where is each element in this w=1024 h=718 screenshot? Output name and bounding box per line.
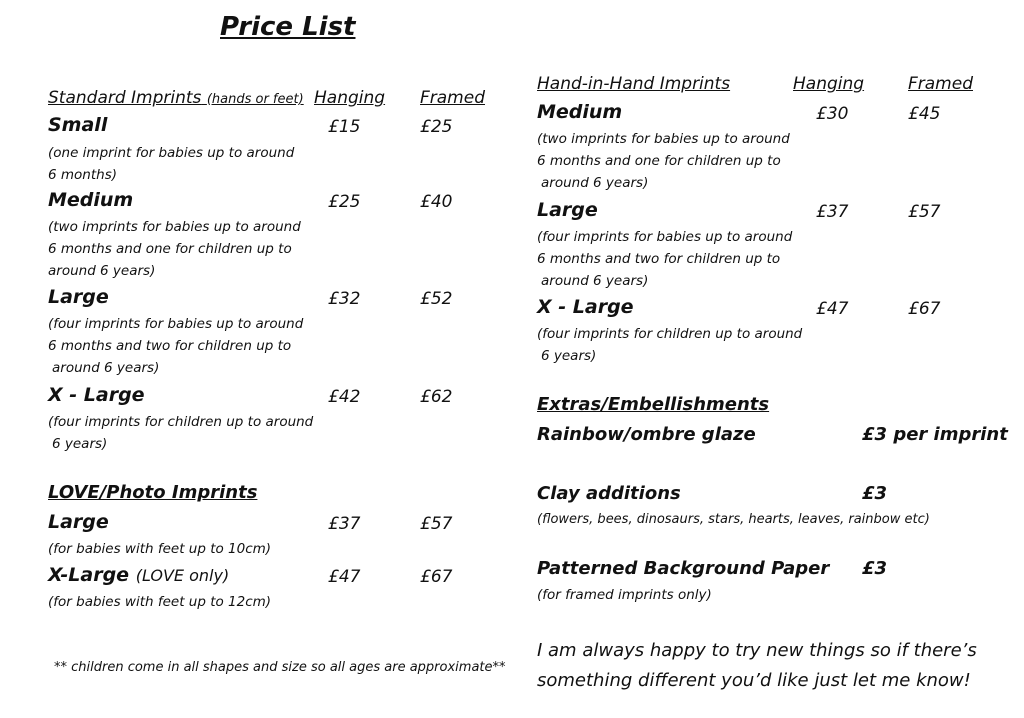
- standard-item-name: Small: [48, 114, 108, 136]
- hand-item-framed: £45: [908, 104, 941, 124]
- standard-item-framed: £40: [420, 192, 453, 212]
- standard-heading-text: Standard Imprints: [48, 88, 202, 108]
- standard-item-hanging: £32: [328, 289, 361, 309]
- standard-col-hanging: Hanging: [314, 88, 386, 108]
- standard-item-hanging: £25: [328, 192, 361, 212]
- hand-item-name: X - Large: [537, 296, 634, 318]
- hand-item-hanging: £30: [816, 104, 849, 124]
- hand-item-framed: £67: [908, 299, 941, 319]
- standard-item-framed: £52: [420, 289, 453, 309]
- love-item-suffix: (LOVE only): [135, 566, 230, 585]
- love-item-framed: £57: [420, 514, 453, 534]
- love-item-framed: £67: [420, 567, 453, 587]
- standard-item-hanging: £15: [328, 117, 361, 137]
- standard-heading-note: (hands or feet): [206, 92, 304, 107]
- hand-item-framed: £57: [908, 202, 941, 222]
- extras-heading: Extras/Embellishments: [537, 394, 770, 415]
- love-item-desc: (for babies with feet up to 12cm): [48, 594, 272, 610]
- hand-col-framed: Framed: [908, 74, 973, 94]
- love-item-hanging: £47: [328, 567, 361, 587]
- standard-item-framed: £25: [420, 117, 453, 137]
- footnote: ** children come in all shapes and size so all ages are approximate**: [54, 660, 506, 675]
- hand-heading: Hand-in-Hand Imprints: [537, 74, 731, 94]
- love-heading: LOVE/Photo Imprints: [48, 482, 258, 503]
- extra-item-desc: (for framed imprints only): [537, 587, 712, 603]
- closing-message: I am always happy to try new things so if there’s something different you’d like just let me know!: [537, 640, 977, 691]
- hand-item-hanging: £37: [816, 202, 849, 222]
- extra-item-price: £3 per imprint: [862, 424, 1008, 445]
- hand-item-name: Medium: [537, 101, 623, 123]
- hand-item-name: Large: [537, 199, 598, 221]
- hand-col-hanging: Hanging: [793, 74, 865, 94]
- standard-item-hanging: £42: [328, 387, 361, 407]
- hand-item-desc: (four imprints for babies up to around 6 months and two for children up to around 6 years): [537, 229, 793, 289]
- love-item-name: X-Large (LOVE only): [48, 564, 230, 586]
- standard-item-name: Medium: [48, 189, 134, 211]
- standard-item-desc: (four imprints for children up to around 6 years): [48, 414, 314, 452]
- hand-item-desc: (two imprints for babies up to around 6 months and one for children up to around 6 years): [537, 131, 790, 191]
- hand-item-hanging: £47: [816, 299, 849, 319]
- standard-item-framed: £62: [420, 387, 453, 407]
- extra-item-price: £3: [862, 483, 888, 504]
- standard-heading: [48, 88, 304, 108]
- love-item-name: Large: [48, 511, 109, 533]
- extra-item-name: Patterned Background Paper: [537, 558, 830, 579]
- standard-col-framed: Framed: [420, 88, 485, 108]
- standard-item-name: X - Large: [48, 384, 145, 406]
- standard-item-desc: (four imprints for babies up to around 6 months and two for children up to around 6 years): [48, 316, 304, 376]
- love-item-desc: (for babies with feet up to 10cm): [48, 541, 272, 557]
- love-item-hanging: £37: [328, 514, 361, 534]
- standard-item-name: Large: [48, 286, 109, 308]
- standard-item-desc: (one imprint for babies up to around 6 months): [48, 145, 295, 183]
- standard-item-desc: (two imprints for babies up to around 6 months and one for children up to around 6 years): [48, 219, 301, 279]
- extra-item-price: £3: [862, 558, 888, 579]
- extra-item-name: Clay additions: [537, 483, 681, 504]
- page-title: Price List: [220, 12, 356, 42]
- hand-item-desc: (four imprints for children up to around 6 years): [537, 326, 803, 364]
- extra-item-desc: (flowers, bees, dinosaurs, stars, hearts, leaves, rainbow etc): [537, 512, 930, 527]
- extra-item-name: Rainbow/ombre glaze: [537, 424, 756, 445]
